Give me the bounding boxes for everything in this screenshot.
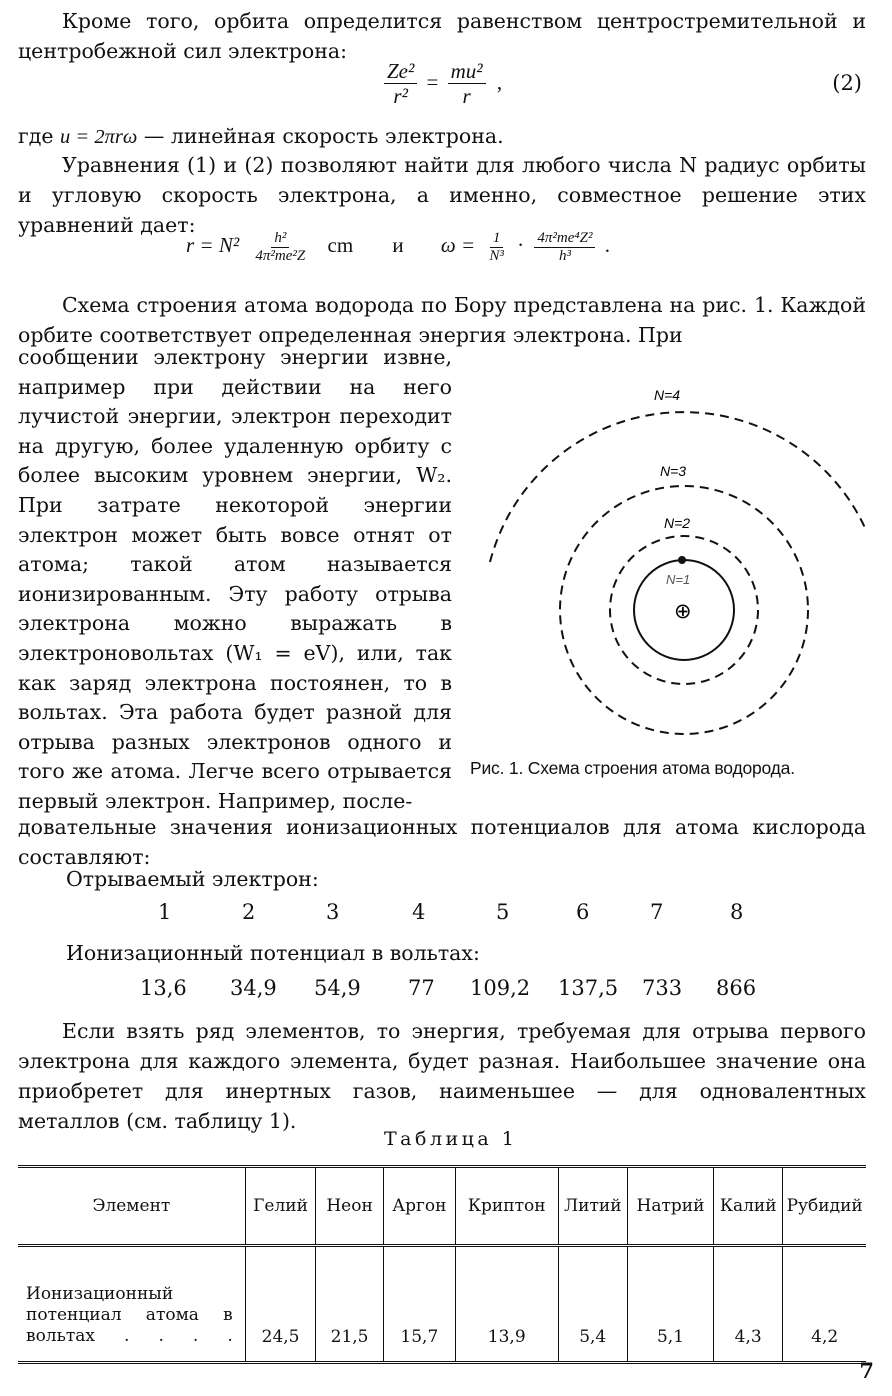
potential-value: 34,9 [230,976,277,1000]
header-lithium: Литий [558,1167,627,1246]
electron-number: 8 [730,900,744,924]
value-neon: 21,5 [316,1246,383,1363]
electron [678,556,686,564]
where-word: где [18,124,54,148]
eq2-comma: , [496,69,503,94]
omega-frac1-numerator: 1 [490,230,504,248]
electron-number: 2 [242,900,256,924]
potential-label: Ионизационный потенциал в вольтах: [66,941,480,965]
electron-number-row [0,900,892,930]
and-word: и [392,233,404,258]
eq2-lhs-denominator: r² [393,84,408,109]
electron-number: 6 [576,900,590,924]
orbit-label-n4: N=4 [654,387,681,403]
electron-number: 1 [158,900,172,924]
paragraph-equations-solution: Уравнения (1) и (2) позволяют найти для любого числа N радиус орбиты и угловую скорость электрона, а именно, совместное решение этих уравнений дает: [18,153,866,237]
paragraph-oxygen-potentials: довательные значения ионизационных потенциалов для атома кислорода составляют: [18,815,866,869]
multiply-dot: · [517,233,525,258]
equation-2 [384,60,502,108]
orbit-label-n2: N=2 [664,515,691,531]
potential-value: 13,6 [140,976,187,1000]
paragraph-bohr-scheme: Схема строения атома водорода по Бору представлена на рис. 1. Каждой орбите соответствует определенная энергия электрона. При [18,293,866,347]
table-value-row [18,1246,866,1363]
electron-number: 5 [496,900,510,924]
orbit-label-n3: N=3 [660,463,687,479]
value-potassium: 4,3 [714,1246,783,1363]
page-number: 7 [859,1358,874,1383]
value-sodium: 5,1 [627,1246,713,1363]
value-argon: 15,7 [383,1246,455,1363]
paragraph-ionization: сообщении электрону энергии извне, например при действии на него лучистой энергии, электрон переходит на другую, более удаленную орбиту с более высоким уровнем энергии, W₂. При затрате некоторой энергии электрон может быть вовсе отнят от атома; такой атом называется ионизированным. Эту работу отрыва электрона можно выражать в электроновольтах (W₁ = eV), или, так как заряд электрона постоянен, то в вольтах. Эта работа будет разной для отрыва разных электронов одного и того же атома. Легче всего отрывается первый электрон. Например, после- [18,345,452,813]
potential-value: 77 [408,976,435,1000]
eq2-equals: = [426,69,439,94]
equation-number: (2) [832,71,862,95]
table-title: Таблица 1 [384,1128,518,1150]
nucleus-icon: ⊕ [674,599,692,623]
header-neon: Неон [316,1167,383,1246]
header-helium: Гелий [245,1167,316,1246]
omega-lhs: ω = [440,233,476,258]
equation-radius-omega [186,230,610,265]
value-lithium: 5,4 [558,1246,627,1363]
electron-number: 4 [412,900,426,924]
electron-number: 3 [326,900,340,924]
unit-cm: cm [327,233,354,258]
ionization-table [18,1165,866,1364]
radius-denominator: 4π²me²Z [255,247,306,264]
potential-value: 54,9 [314,976,361,1000]
table-header-row [18,1167,866,1246]
potential-value: 733 [642,976,683,1000]
value-helium: 24,5 [245,1246,316,1363]
potential-value: 137,5 [558,976,619,1000]
paragraph-elements-energy: Если взять ряд элементов, то энергия, требуемая для отрыва первого электрона для каждого элемента, будет разная. Наибольшее значение она приобретет для инертных газов, наименьшее — для одновалентных металлов (см. таблицу 1). [18,1019,866,1133]
omega-frac2-numerator: 4π²me⁴Z² [534,230,595,248]
header-argon: Аргон [383,1167,455,1246]
potential-value-row [0,976,892,1006]
paragraph-orbit-condition: Кроме того, орбита определится равенством центростремительной и центробежной сил электрона: [18,9,866,63]
electron-label: Отрываемый электрон: [66,867,319,891]
radius-lhs: r = N² [186,233,240,258]
omega-frac2-denominator: h³ [558,247,571,264]
value-krypton: 13,9 [455,1246,558,1363]
hydrogen-atom-figure [470,370,880,760]
row-label-ionization-potential: Ионизационный потенциал атома в вольтах . . . . [26,1284,233,1346]
potential-value: 866 [716,976,757,1000]
eq2-rhs-denominator: r [462,84,471,109]
equation-period: . [604,233,610,258]
header-krypton: Криптон [455,1167,558,1246]
omega-frac1-denominator: N³ [489,247,504,264]
velocity-description: — линейная скорость электрона. [143,124,504,148]
radius-numerator: h² [271,230,289,248]
figure-caption: Рис. 1. Схема строения атома водорода. [470,758,795,778]
potential-value: 109,2 [470,976,531,1000]
eq2-lhs-numerator: Ze² [384,60,417,84]
header-rubidium: Рубидий [783,1167,866,1246]
electron-number: 7 [650,900,664,924]
eq2-rhs-numerator: mu² [448,60,486,84]
value-rubidium: 4,2 [783,1246,866,1363]
orbit-label-n1: N=1 [666,572,691,587]
header-potassium: Калий [714,1167,783,1246]
header-element: Элемент [18,1167,245,1246]
paragraph-linear-velocity [18,121,866,152]
header-sodium: Натрий [627,1167,713,1246]
velocity-expression: u = 2πrω [60,126,138,148]
